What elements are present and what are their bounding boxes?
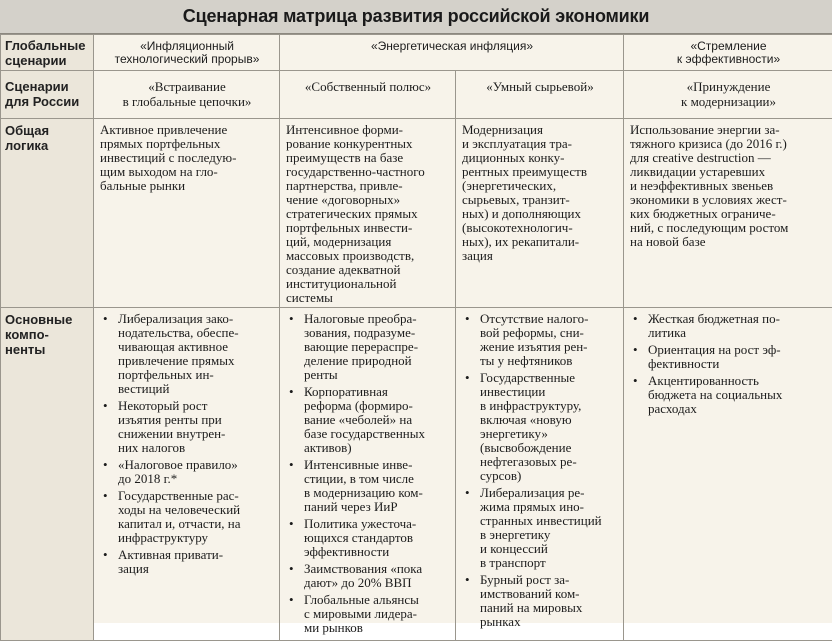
components-cell-3 xyxy=(456,308,624,641)
component-list-item xyxy=(462,371,618,483)
component-text: Бурный рост за- имствований ком- паний на мировых рынках xyxy=(480,572,582,629)
component-list-item xyxy=(462,312,618,368)
component-list-item xyxy=(286,385,450,455)
component-text: Интенсивные инве- стиции, в том числе в модернизацию ком- паний через ИиР xyxy=(304,457,423,514)
component-text: Корпоративная реформа (формиро- вание «чеболей» на базе государственных активов) xyxy=(304,384,425,455)
russia-scenario-own-pole: «Собственный полюс» xyxy=(280,71,456,119)
bullet-icon: • xyxy=(465,312,470,326)
table-title: Сценарная матрица развития российской экономики xyxy=(0,0,832,34)
bullet-icon: • xyxy=(103,489,108,503)
component-text: Политика ужесточа- ющихся стандартов эффективности xyxy=(304,516,416,559)
row-global-scenarios xyxy=(1,35,832,71)
bullet-icon: • xyxy=(289,385,294,399)
component-text: Активная привати- зация xyxy=(118,547,223,576)
bullet-icon: • xyxy=(103,458,108,472)
logic-cell-4: Использование энергии за- тяжного кризиса (до 2016 г.) для creative destruction — ликвидации устаревших и неэффективных звеньев экономики в условиях жест- ких бюджетных ограниче- ний, с последующим ростом на новой базе xyxy=(624,119,832,308)
bullet-icon: • xyxy=(633,312,638,326)
component-list-item xyxy=(100,399,274,455)
bullet-icon: • xyxy=(103,312,108,326)
components-list-1 xyxy=(100,312,274,576)
component-text: Государственные рас- ходы на человеческий капитал и, отчасти, на инфраструктуру xyxy=(118,488,241,545)
component-text: Либерализация зако- нодательства, обеспе- чивающая активное привлечение прямых портфельных ин- вестиций xyxy=(118,311,239,396)
russia-scenario-global-chains: «Встраивание в глобальные цепочки» xyxy=(94,71,280,119)
bullet-icon: • xyxy=(103,548,108,562)
scenario-matrix-table xyxy=(0,34,832,641)
global-scenario-energy-inflation: «Энергетическая инфляция» xyxy=(280,35,624,71)
component-list-item xyxy=(462,486,618,570)
component-list-item xyxy=(630,312,827,340)
logic-cell-2: Интенсивное форми- рование конкурентных преимуществ на базе государственно-частного партнерства, привле- чение «договорных» стратегических прямых портфельных инвести- ций, модернизация массовых производств, создание адекватной институциональной системы xyxy=(280,119,456,308)
bullet-icon: • xyxy=(289,562,294,576)
logic-cell-1: Активное привлечение прямых портфельных инвестиций с последую- щим выходом на гло- бальные рынки xyxy=(94,119,280,308)
component-list-item xyxy=(100,312,274,396)
component-text: Глобальные альянсы с мировыми лидера- ми рынков xyxy=(304,592,419,635)
bullet-icon: • xyxy=(633,343,638,357)
component-text: Налоговые преобра- зования, подразуме- вающие перераспре- деление природной ренты xyxy=(304,311,418,382)
label-main-components: Основные компо- ненты xyxy=(1,308,94,641)
label-global-scenarios: Глобальные сценарии xyxy=(1,35,94,71)
component-list-item xyxy=(286,312,450,382)
component-list-item xyxy=(462,573,618,629)
component-list-item xyxy=(100,548,274,576)
component-list-item xyxy=(100,458,274,486)
bullet-icon: • xyxy=(289,312,294,326)
component-list-item xyxy=(286,593,450,635)
bullet-icon: • xyxy=(465,371,470,385)
components-cell-4 xyxy=(624,308,832,641)
component-text: Жесткая бюджетная по- литика xyxy=(648,311,780,340)
component-list-item xyxy=(630,374,827,416)
component-text: Акцентированность бюджета на социальных расходах xyxy=(648,373,782,416)
bullet-icon: • xyxy=(633,374,638,388)
component-text: Отсутствие налого- вой реформы, сни- жение изъятия рен- ты у нефтяников xyxy=(480,311,588,368)
label-russia-scenarios: Сценарии для России xyxy=(1,71,94,119)
global-scenario-efficiency: «Стремление к эффективности» xyxy=(624,35,832,71)
logic-cell-3: Модернизация и эксплуатация тра- диционных конку- рентных преимуществ (энергетических, сырьевых, транзит- ных) и дополняющих (высокотехнологич- ных), их рекапитали- зация xyxy=(456,119,624,308)
components-list-4 xyxy=(630,312,827,416)
row-russia-scenarios xyxy=(1,71,832,119)
component-text: Заимствования «пока дают» до 20% ВВП xyxy=(304,561,422,590)
bullet-icon: • xyxy=(289,593,294,607)
component-list-item xyxy=(286,517,450,559)
global-scenario-inflation-tech: «Инфляционный технологический прорыв» xyxy=(94,35,280,71)
components-cell-1 xyxy=(94,308,280,641)
component-list-item xyxy=(286,562,450,590)
row-general-logic xyxy=(1,119,832,308)
component-list-item xyxy=(286,458,450,514)
bullet-icon: • xyxy=(465,573,470,587)
row-main-components xyxy=(1,308,832,641)
bullet-icon: • xyxy=(103,399,108,413)
component-list-item xyxy=(100,489,274,545)
label-general-logic: Общая логика xyxy=(1,119,94,308)
component-text: Государственные инвестиции в инфраструктуру, включая «новую энергетику» (высвобождение нефтегазовых ре- сурсов) xyxy=(480,370,581,483)
bullet-icon: • xyxy=(465,486,470,500)
components-list-3 xyxy=(462,312,618,629)
component-text: Некоторый рост изъятия ренты при снижении внутрен- них налогов xyxy=(118,398,225,455)
component-text: Ориентация на рост эф- фективности xyxy=(648,342,781,371)
components-cell-2 xyxy=(280,308,456,641)
bullet-icon: • xyxy=(289,517,294,531)
russia-scenario-smart-raw: «Умный сырьевой» xyxy=(456,71,624,119)
component-text: Либерализация ре- жима прямых ино- странных инвестиций в энергетику и концессий в транспорт xyxy=(480,485,602,570)
component-text: «Налоговое правило» до 2018 г.* xyxy=(118,457,238,486)
component-list-item xyxy=(630,343,827,371)
bullet-icon: • xyxy=(289,458,294,472)
components-list-2 xyxy=(286,312,450,635)
russia-scenario-forced-modernization: «Принуждение к модернизации» xyxy=(624,71,832,119)
